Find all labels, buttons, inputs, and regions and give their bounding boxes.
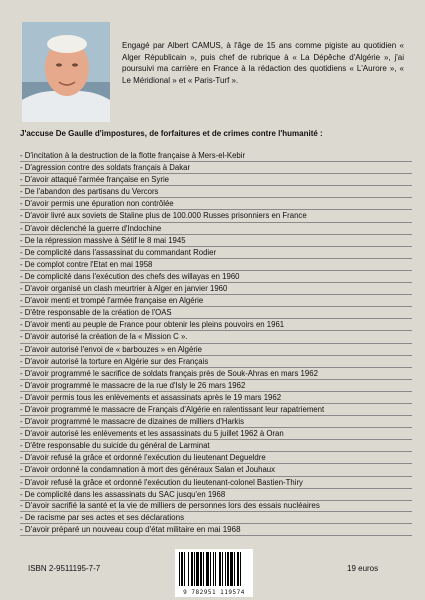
list-item: - De complicité dans l'exécution des chefs des willayas en 1960 — [20, 271, 412, 283]
list-item: - De l'abandon des partisans du Vercors — [20, 186, 412, 198]
list-item: - D'avoir menti au peuple de France pour obtenir les pleins pouvoirs en 1961 — [20, 319, 412, 331]
list-item: - De complot contre l'Etat en mai 1958 — [20, 259, 412, 271]
list-item: - D'avoir menti et trompé l'armée française en Algérie — [20, 295, 412, 307]
list-item: - D'avoir préparé un nouveau coup d'état militaire en mai 1968 — [20, 524, 412, 536]
list-item: - D'être responsable de la création de l'OAS — [20, 307, 412, 319]
list-item: - D'avoir programmé le massacre de dizaines de milliers d'Harkis — [20, 416, 412, 428]
list-item: - D'avoir permis une épuration non contrôlée — [20, 198, 412, 210]
list-item: - D'avoir programmé le massacre de la rue d'Isly le 26 mars 1962 — [20, 380, 412, 392]
list-item: - D'avoir permis tous les enlèvements et assassinats après le 19 mars 1962 — [20, 392, 412, 404]
list-item: - De complicité dans les assassinats du SAC jusqu'en 1968 — [20, 489, 412, 501]
list-item: - De racisme par ses actes et ses déclarations — [20, 512, 412, 524]
barcode — [175, 549, 253, 597]
list-item: - D'avoir autorisé les enlèvements et les assassinats du 5 juillet 1962 à Oran — [20, 428, 412, 440]
list-item: - De la répression massive à Sétif le 8 mai 1945 — [20, 235, 412, 247]
list-item: - De complicité dans l'assassinat du commandant Rodier — [20, 247, 412, 259]
accusation-list — [20, 150, 412, 536]
list-item: - D'agression contre des soldats français à Dakar — [20, 162, 412, 174]
list-item: - D'avoir organisé un clash meurtrier à Alger en janvier 1960 — [20, 283, 412, 295]
list-item: - D'avoir refusé la grâce et ordonné l'exécution du lieutenant Degueldre — [20, 452, 412, 464]
barcode-number: 9 782951 119574 — [183, 589, 245, 596]
list-item: - D'avoir autorisé la création de la « Mission C ». — [20, 331, 412, 343]
price-label: 19 euros — [347, 564, 379, 573]
list-item: - D'avoir programmé le sacrifice de soldats français près de Souk-Ahras en mars 1962 — [20, 368, 412, 380]
list-item: - D'avoir autorisé l'envoi de « barbouzes » en Algérie — [20, 344, 412, 356]
author-photo — [22, 22, 110, 122]
list-item: - D'être responsable du suicide du général de Larminat — [20, 440, 412, 452]
author-bio: Engagé par Albert CAMUS, à l'âge de 15 ans comme pigiste au quotidien « Alger Républicain », puis chef de rubrique à « La Dépêche d'Algérie », j'ai poursuivi ma carrière en France à la rédaction des quotidiens « L'Aurore », « Le Méridional » et « Paris-Turf ». — [122, 41, 404, 85]
list-item: - D'avoir programmé le massacre de Français d'Algérie en ralentissant leur rapatriement — [20, 404, 412, 416]
accusation-heading: J'accuse De Gaulle d'impostures, de forfaitures et de crimes contre l'humanité : — [20, 129, 323, 138]
list-item: - D'avoir livré aux soviets de Staline plus de 100.000 Russes prisonniers en France — [20, 210, 412, 222]
list-item: - D'avoir refusé la grâce et ordonné l'exécution du lieutenant-colonel Bastien-Thiry — [20, 477, 412, 489]
list-item: - D'avoir sacrifié la santé et la vie de milliers de personnes lors des essais nucléaires — [20, 501, 412, 512]
list-item: - D'avoir ordonné la condamnation à mort des généraux Salan et Jouhaux — [20, 464, 412, 476]
list-item: - D'incitation à la destruction de la flotte française à Mers-el-Kebir — [20, 150, 412, 162]
list-item: - D'avoir autorisé la torture en Algérie sur des Français — [20, 356, 412, 368]
list-item: - D'avoir déclenché la guerre d'Indochine — [20, 223, 412, 235]
isbn-label: ISBN 2-9511195-7-7 — [28, 564, 101, 573]
list-item: - D'avoir attaqué l'armée française en Syrie — [20, 174, 412, 186]
